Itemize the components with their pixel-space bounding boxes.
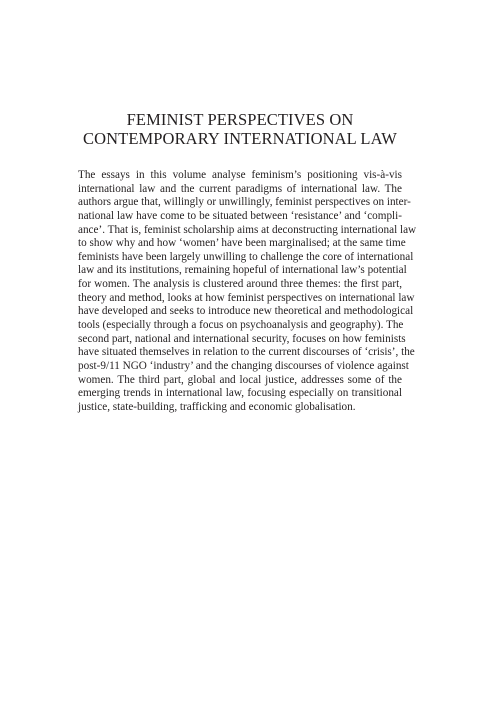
text-line: The essays in this volume analyse feminism’s positioning vis-à-vis [78,169,402,181]
text-line: theory and method, looks at how feminist perspectives on international law [78,291,415,304]
title-line-1: FEMINIST PERSPECTIVES ON [126,110,354,129]
text-line: authors argue that, willingly or unwillingly, feminist perspectives on inter- [78,196,411,209]
text-line: tools (especially through a focus on psychoanalysis and geography). The [78,319,404,332]
text-line: national law have come to be situated between ‘resistance’ and ‘compli- [78,209,402,222]
text-line: have developed and seeks to introduce new theoretical and methodological [78,305,414,318]
description-paragraph [78,169,417,415]
text-line: for women. The analysis is clustered around three themes: the first part, [78,278,402,291]
text-line: feminists have been largely unwilling to challenge the core of international [78,250,414,263]
text-line: law and its institutions, remaining hopeful of international law’s potential [78,264,407,277]
text-line: ance’. That is, feminist scholarship aims at deconstructing international law [78,223,417,236]
title-line-2: CONTEMPORARY INTERNATIONAL LAW [83,129,397,148]
text-line: to show why and how ‘women’ have been marginalised; at the same time [78,237,406,250]
text-line: women. The third part, global and local justice, addresses some of the [78,373,402,386]
text-line: have situated themselves in relation to the current discourses of ‘crisis’, the [78,346,415,359]
text-line: international law and the current paradigms of international law. The [78,182,402,195]
text-line: post-9/11 NGO ‘industry’ and the changing discourses of violence against [78,359,409,372]
book-title [0,110,480,148]
text-line: emerging trends in international law, focusing especially on transitional [78,387,402,400]
text-line-last: justice, state-building, trafficking and economic globalisation. [78,400,356,413]
text-line: second part, national and international security, focuses on how feminists [78,332,406,345]
